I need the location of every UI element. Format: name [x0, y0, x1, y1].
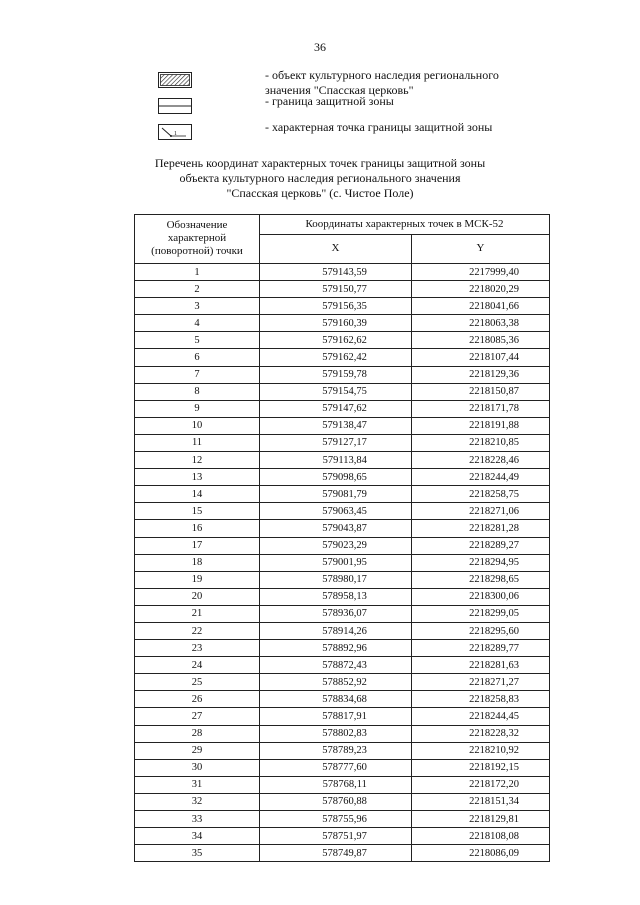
- x-coordinate-cell: 578817,91: [260, 708, 412, 725]
- y-coordinate-cell: 2218271,06: [411, 503, 549, 520]
- y-coordinate-cell: 2218063,38: [411, 315, 549, 332]
- table-row: [135, 793, 550, 810]
- point-number-cell: 30: [135, 759, 260, 776]
- point-number-cell: 4: [135, 315, 260, 332]
- table-row: [135, 742, 550, 759]
- x-coordinate-cell: 579150,77: [260, 281, 412, 298]
- y-coordinate-cell: 2218041,66: [411, 298, 549, 315]
- x-coordinate-cell: 579162,62: [260, 332, 412, 349]
- y-coordinate-cell: 2218172,20: [411, 776, 549, 793]
- table-row: [135, 298, 550, 315]
- point-number-cell: 24: [135, 657, 260, 674]
- point-number-cell: 3: [135, 298, 260, 315]
- y-coordinate-cell: 2218210,92: [411, 742, 549, 759]
- double-line-icon: [158, 98, 192, 114]
- x-coordinate-cell: 579043,87: [260, 520, 412, 537]
- table-row: [135, 537, 550, 554]
- point-number-cell: 28: [135, 725, 260, 742]
- x-coordinate-cell: 579154,75: [260, 383, 412, 400]
- x-coordinate-cell: 578980,17: [260, 571, 412, 588]
- point-number-cell: 19: [135, 571, 260, 588]
- table-row: [135, 503, 550, 520]
- y-coordinate-cell: 2218244,49: [411, 469, 549, 486]
- y-coordinate-cell: 2218295,60: [411, 622, 549, 639]
- y-coordinate-cell: 2218129,81: [411, 811, 549, 828]
- y-coordinate-cell: 2218258,83: [411, 691, 549, 708]
- x-coordinate-cell: 579001,95: [260, 554, 412, 571]
- hatched-rectangle-icon: [158, 72, 192, 88]
- y-coordinate-cell: 2218294,95: [411, 554, 549, 571]
- legend-text-heritage-object: - объект культурного наследия регионального значения "Спасская церковь": [265, 68, 499, 97]
- coordinates-table: [134, 214, 550, 862]
- y-coordinate-cell: 2218107,44: [411, 349, 549, 366]
- table-row: [135, 622, 550, 639]
- x-coordinate-cell: 578936,07: [260, 605, 412, 622]
- table-row: [135, 640, 550, 657]
- point-number-cell: 7: [135, 366, 260, 383]
- header-x: X: [260, 234, 412, 263]
- x-coordinate-cell: 578760,88: [260, 793, 412, 810]
- y-coordinate-cell: 2218228,46: [411, 452, 549, 469]
- legend-text-zone-boundary: - граница защитной зоны: [265, 94, 394, 108]
- y-coordinate-cell: 2218258,75: [411, 486, 549, 503]
- point-number-cell: 9: [135, 400, 260, 417]
- point-number-cell: 10: [135, 417, 260, 434]
- point-number-cell: 14: [135, 486, 260, 503]
- y-coordinate-cell: 2218191,88: [411, 417, 549, 434]
- table-row: [135, 315, 550, 332]
- x-coordinate-cell: 578834,68: [260, 691, 412, 708]
- point-number-cell: 1: [135, 264, 260, 281]
- x-coordinate-cell: 579081,79: [260, 486, 412, 503]
- table-row: [135, 486, 550, 503]
- x-coordinate-cell: 579023,29: [260, 537, 412, 554]
- table-row: [135, 674, 550, 691]
- point-number-cell: 8: [135, 383, 260, 400]
- table-row: [135, 708, 550, 725]
- x-coordinate-cell: 578802,83: [260, 725, 412, 742]
- header-y: Y: [411, 234, 549, 263]
- table-row: [135, 725, 550, 742]
- point-number-cell: 34: [135, 828, 260, 845]
- y-coordinate-cell: 2218298,65: [411, 571, 549, 588]
- y-coordinate-cell: 2218020,29: [411, 281, 549, 298]
- x-coordinate-cell: 579113,84: [260, 452, 412, 469]
- table-row: [135, 417, 550, 434]
- x-coordinate-cell: 578777,60: [260, 759, 412, 776]
- point-number-cell: 23: [135, 640, 260, 657]
- page-number: 36: [314, 40, 326, 54]
- point-number-cell: 33: [135, 811, 260, 828]
- point-number-cell: 32: [135, 793, 260, 810]
- header-coordinates: Координаты характерных точек в МСК-52: [260, 215, 550, 235]
- table-row: [135, 400, 550, 417]
- table-row: [135, 469, 550, 486]
- point-number-cell: 31: [135, 776, 260, 793]
- point-number-cell: 29: [135, 742, 260, 759]
- table-row: [135, 657, 550, 674]
- table-row: [135, 828, 550, 845]
- table-row: [135, 691, 550, 708]
- point-number-cell: 21: [135, 605, 260, 622]
- table-row: [135, 520, 550, 537]
- y-coordinate-cell: 2218281,63: [411, 657, 549, 674]
- x-coordinate-cell: 578872,43: [260, 657, 412, 674]
- x-coordinate-cell: 578755,96: [260, 811, 412, 828]
- x-coordinate-cell: 579160,39: [260, 315, 412, 332]
- point-number-cell: 6: [135, 349, 260, 366]
- y-coordinate-cell: 2218150,87: [411, 383, 549, 400]
- y-coordinate-cell: 2218271,27: [411, 674, 549, 691]
- x-coordinate-cell: 579138,47: [260, 417, 412, 434]
- x-coordinate-cell: 578749,87: [260, 845, 412, 862]
- x-coordinate-cell: 578789,23: [260, 742, 412, 759]
- table-row: [135, 605, 550, 622]
- x-coordinate-cell: 579063,45: [260, 503, 412, 520]
- y-coordinate-cell: 2218289,27: [411, 537, 549, 554]
- table-row: [135, 383, 550, 400]
- table-row: [135, 759, 550, 776]
- y-coordinate-cell: 2218299,05: [411, 605, 549, 622]
- x-coordinate-cell: 578958,13: [260, 588, 412, 605]
- table-row: [135, 571, 550, 588]
- table-row: [135, 332, 550, 349]
- y-coordinate-cell: 2218171,78: [411, 400, 549, 417]
- table-row: [135, 845, 550, 862]
- y-coordinate-cell: 2218192,15: [411, 759, 549, 776]
- point-number-cell: 15: [135, 503, 260, 520]
- x-coordinate-cell: 578751,97: [260, 828, 412, 845]
- point-number-cell: 25: [135, 674, 260, 691]
- y-coordinate-cell: 2218085,36: [411, 332, 549, 349]
- x-coordinate-cell: 579143,59: [260, 264, 412, 281]
- x-coordinate-cell: 578892,96: [260, 640, 412, 657]
- header-point-designation: Обозначение характерной (поворотной) точки: [135, 215, 260, 264]
- point-number-cell: 12: [135, 452, 260, 469]
- legend-text-boundary-point: - характерная точка границы защитной зоны: [265, 120, 493, 134]
- point-number-cell: 35: [135, 845, 260, 862]
- point-number-cell: 26: [135, 691, 260, 708]
- x-coordinate-cell: 579127,17: [260, 434, 412, 451]
- y-coordinate-cell: 2218151,34: [411, 793, 549, 810]
- y-coordinate-cell: 2218210,85: [411, 434, 549, 451]
- y-coordinate-cell: 2218244,45: [411, 708, 549, 725]
- point-number-cell: 5: [135, 332, 260, 349]
- table-row: [135, 349, 550, 366]
- table-row: [135, 452, 550, 469]
- point-number-cell: 20: [135, 588, 260, 605]
- x-coordinate-cell: 579147,62: [260, 400, 412, 417]
- point-number-cell: 13: [135, 469, 260, 486]
- y-coordinate-cell: 2218289,77: [411, 640, 549, 657]
- table-row: [135, 554, 550, 571]
- table-row: [135, 366, 550, 383]
- table-row: [135, 281, 550, 298]
- svg-text:1: 1: [174, 131, 177, 137]
- point-number-cell: 18: [135, 554, 260, 571]
- coordinates-table-body: [135, 264, 550, 862]
- table-row: [135, 811, 550, 828]
- y-coordinate-cell: 2218281,28: [411, 520, 549, 537]
- y-coordinate-cell: 2218129,36: [411, 366, 549, 383]
- table-row: [135, 264, 550, 281]
- point-number-cell: 22: [135, 622, 260, 639]
- document-title: Перечень координат характерных точек границы защитной зоны объекта культурного наследия регионального значения "Спасская церковь" (с. Чистое Поле): [154, 156, 486, 200]
- y-coordinate-cell: 2218086,09: [411, 845, 549, 862]
- y-coordinate-cell: 2218108,08: [411, 828, 549, 845]
- x-coordinate-cell: 579162,42: [260, 349, 412, 366]
- y-coordinate-cell: 2218300,06: [411, 588, 549, 605]
- x-coordinate-cell: 579159,78: [260, 366, 412, 383]
- table-row: [135, 776, 550, 793]
- point-number-cell: 11: [135, 434, 260, 451]
- x-coordinate-cell: 578852,92: [260, 674, 412, 691]
- x-coordinate-cell: 578914,26: [260, 622, 412, 639]
- y-coordinate-cell: 2218228,32: [411, 725, 549, 742]
- x-coordinate-cell: 579098,65: [260, 469, 412, 486]
- point-number-cell: 27: [135, 708, 260, 725]
- point-number-cell: 17: [135, 537, 260, 554]
- boundary-point-icon: [158, 124, 192, 140]
- table-row: [135, 588, 550, 605]
- x-coordinate-cell: 578768,11: [260, 776, 412, 793]
- x-coordinate-cell: 579156,35: [260, 298, 412, 315]
- point-number-cell: 16: [135, 520, 260, 537]
- y-coordinate-cell: 2217999,40: [411, 264, 549, 281]
- point-number-cell: 2: [135, 281, 260, 298]
- table-row: [135, 434, 550, 451]
